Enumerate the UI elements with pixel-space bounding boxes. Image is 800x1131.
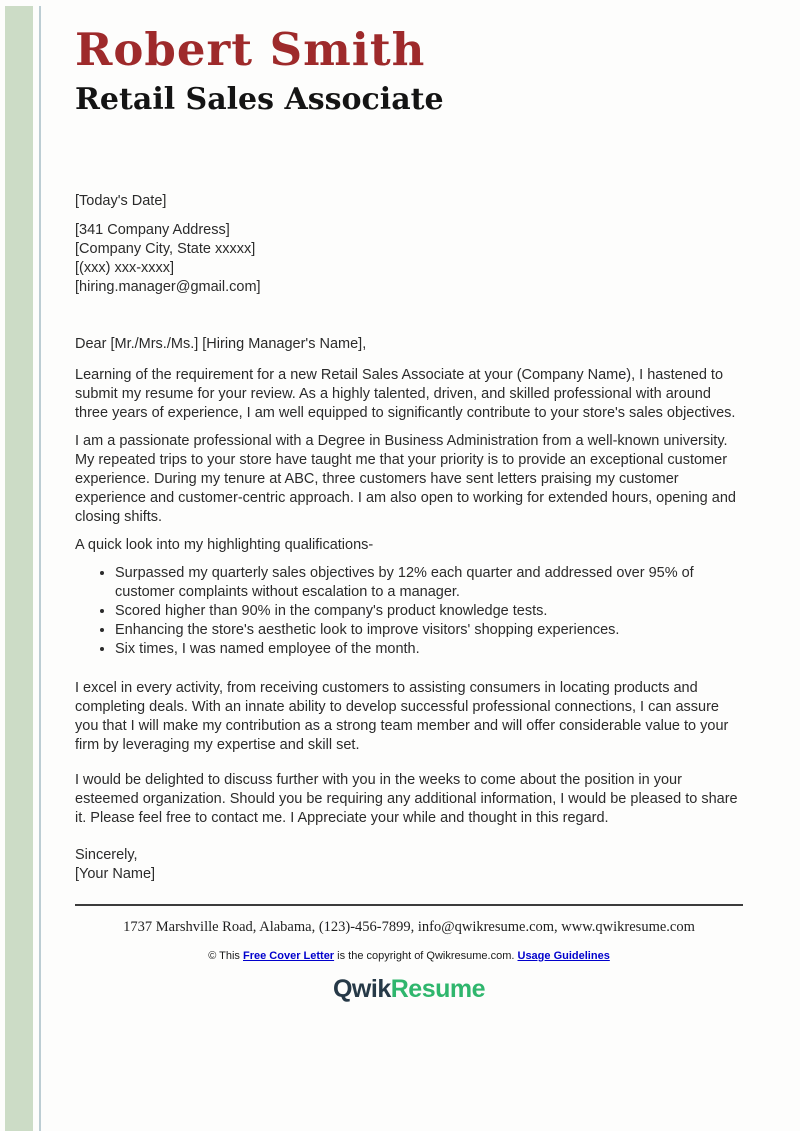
recipient-address-block [75,221,743,297]
qualification-item: • Surpassed my quarterly sales objectives by 12% each quarter and addressed over 95% of customer complaints without escalation to a manager. [115,564,743,602]
logo-qwik-text: Qwik [332,974,391,1003]
signature-placeholder: [Your Name] [75,865,156,882]
address-line: [341 Company Address] [75,221,230,238]
left-accent-stripe [5,6,33,1131]
job-title: Retail Sales Associate [75,81,444,117]
letter-content [75,0,743,1004]
address-line: [(xxx) xxx-xxxx] [75,259,175,276]
logo-resume-text: Resume [390,974,485,1003]
qualification-item: • Scored higher than 90% in the company's product knowledge tests. [115,602,743,621]
paragraph-intro: Learning of the requirement for a new Retail Sales Associate at your (Company Name), I hastened to submit my resume for your review. As a highly talented, driven, and skilled professional with around three years of experience, I am well equipped to significantly contribute to your store's sales objectives. [75,366,736,421]
qualification-item: • Enhancing the store's aesthetic look to improve visitors' shopping experiences. [115,621,743,640]
qualifications-list [75,564,743,659]
qualification-item: • Six times, I was named employee of the month. [115,640,743,659]
date-placeholder: [Today's Date] [75,192,167,209]
signoff: Sincerely, [75,846,138,863]
address-line: [hiring.manager@gmail.com] [75,278,261,295]
qualifications-intro: A quick look into my highlighting qualifications- [75,536,374,553]
free-cover-letter-link[interactable]: Free Cover Letter [243,949,335,962]
footer-divider [75,904,743,906]
left-divider-line [39,6,41,1131]
paragraph-closing: I would be delighted to discuss further with you in the weeks to come about the position in your esteemed organization. Should you be requiring any additional information, I would be pleased to share it. Please feel free to contact me. I Appreciate your while and thought in this regard. [75,771,738,826]
address-line: [Company City, State xxxxx] [75,240,256,257]
usage-guidelines-link[interactable]: Usage Guidelines [517,949,610,962]
qwikresume-logo [75,975,743,1004]
footer-copyright [75,950,743,962]
copyright-middle: is the copyright of Qwikresume.com. [334,949,518,962]
person-name: Robert Smith [75,23,426,76]
paragraph-background: I am a passionate professional with a Degree in Business Administration from a well-known university. My repeated trips to your store have taught me that your priority is to provide an exceptional customer experience. During my tenure at ABC, three customers have sent letters praising my customer experience and customer-centric approach. I am also open to working for extended hours, opening and closing shifts. [75,432,736,525]
salutation: Dear [Mr./Mrs./Ms.] [Hiring Manager's Name], [75,335,367,352]
footer-contact-line: 1737 Marshville Road, Alabama, (123)-456-7899, info@qwikresume.com, www.qwikresume.com [123,918,695,935]
copyright-prefix: © This [208,949,243,962]
paragraph-value: I excel in every activity, from receiving customers to assisting consumers in locating products and completing deals. With an innate ability to develop successful professional connections, I can assure you that I will make my contribution as a strong team member and will offer considerable value to your firm by leveraging my expertise and skill set. [75,679,729,753]
